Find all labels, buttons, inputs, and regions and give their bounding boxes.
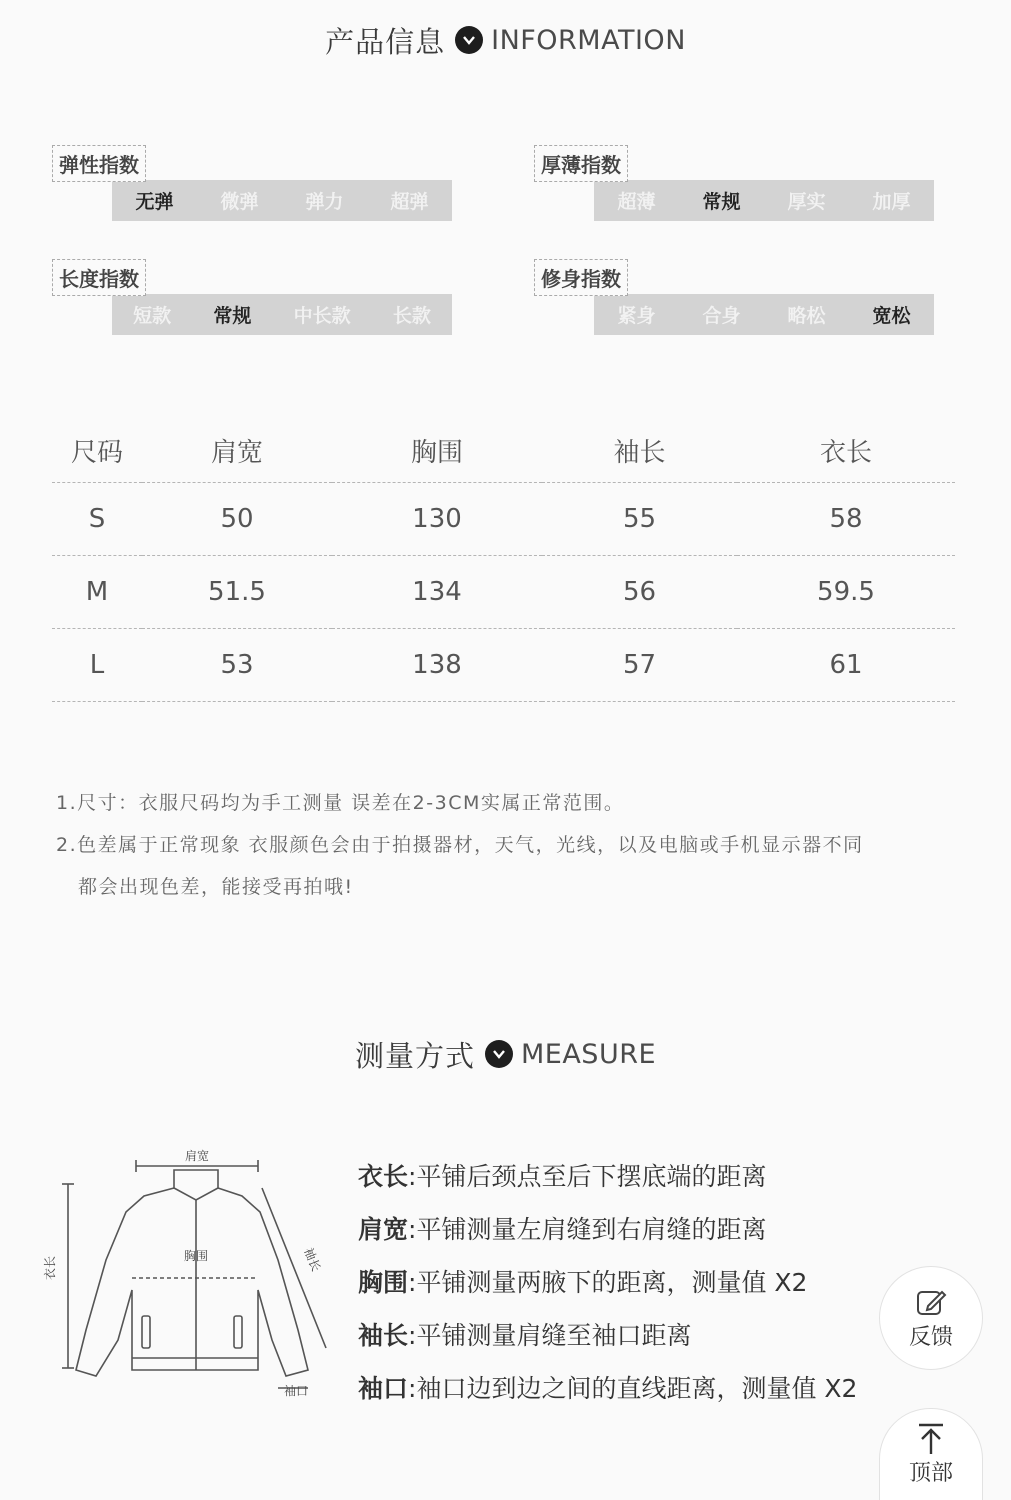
index-option: 加厚 bbox=[872, 191, 911, 213]
index-option: 微弹 bbox=[220, 191, 259, 213]
size-notes bbox=[56, 782, 864, 908]
arrow-up-icon bbox=[916, 1422, 946, 1456]
measure-section-title bbox=[0, 1036, 1011, 1072]
measure-desc: :平铺后颈点至后下摆底端的距离 bbox=[408, 1162, 767, 1191]
elasticity-index-bar bbox=[112, 180, 452, 221]
info-title-cn: 产品信息 bbox=[325, 24, 446, 59]
table-header: 胸围 bbox=[332, 418, 542, 483]
index-option: 紧身 bbox=[617, 305, 656, 327]
measure-list bbox=[358, 1150, 857, 1415]
index-option: 常规 bbox=[213, 305, 252, 327]
length-index-label: 长度指数 bbox=[52, 259, 146, 296]
table-cell: L bbox=[52, 629, 142, 702]
jacket-measure-diagram bbox=[43, 1140, 336, 1410]
index-option: 厚实 bbox=[787, 191, 826, 213]
measure-term: 袖口 bbox=[358, 1374, 409, 1403]
index-option: 长款 bbox=[392, 305, 431, 327]
sleeve-label: 袖长 bbox=[301, 1245, 324, 1274]
measure-desc: :平铺测量两腋下的距离，测量值 X2 bbox=[408, 1268, 808, 1297]
measure-item bbox=[358, 1362, 857, 1415]
table-cell: 57 bbox=[542, 629, 737, 702]
edit-icon bbox=[914, 1286, 948, 1320]
chevron-down-icon bbox=[485, 1040, 513, 1068]
index-option: 宽松 bbox=[872, 305, 911, 327]
cuff-label: 袖口 bbox=[284, 1384, 309, 1398]
measure-term: 衣长 bbox=[358, 1162, 409, 1191]
measure-term: 胸围 bbox=[358, 1268, 409, 1297]
note-line: 1.尺寸：衣服尺码均为手工测量 误差在2-3CM实属正常范围。 bbox=[56, 792, 625, 814]
shoulder-label: 肩宽 bbox=[184, 1149, 210, 1163]
table-cell: 50 bbox=[142, 483, 332, 556]
size-table bbox=[52, 418, 955, 702]
note-line: 都会出现色差，能接受再拍哦! bbox=[78, 876, 354, 898]
measure-term: 袖长 bbox=[358, 1321, 409, 1350]
table-header: 衣长 bbox=[737, 418, 955, 483]
table-cell: 134 bbox=[332, 556, 542, 629]
info-title-en: INFORMATION bbox=[491, 24, 686, 56]
table-cell: 59.5 bbox=[737, 556, 955, 629]
back-to-top-button[interactable] bbox=[879, 1408, 983, 1500]
table-cell: 53 bbox=[142, 629, 332, 702]
measure-item bbox=[358, 1203, 857, 1256]
table-cell: S bbox=[52, 483, 142, 556]
info-section-title bbox=[0, 22, 1011, 58]
fit-index-bar bbox=[594, 294, 934, 335]
measure-title-cn: 测量方式 bbox=[354, 1038, 475, 1073]
table-cell: 130 bbox=[332, 483, 542, 556]
measure-term: 肩宽 bbox=[358, 1215, 409, 1244]
index-option: 弹力 bbox=[305, 191, 344, 213]
table-row bbox=[52, 483, 955, 556]
measure-desc: :平铺测量肩缝至袖口距离 bbox=[408, 1321, 692, 1350]
thickness-index bbox=[534, 145, 934, 225]
measure-desc: :袖口边到边之间的直线距离，测量值 X2 bbox=[408, 1374, 858, 1403]
elasticity-index bbox=[52, 145, 452, 225]
table-row bbox=[52, 556, 955, 629]
table-cell: 138 bbox=[332, 629, 542, 702]
index-option: 常规 bbox=[702, 191, 741, 213]
measure-title-en: MEASURE bbox=[520, 1038, 657, 1070]
index-option: 无弹 bbox=[135, 191, 174, 213]
chevron-down-icon bbox=[455, 26, 483, 54]
table-header: 袖长 bbox=[542, 418, 737, 483]
chest-label: 胸围 bbox=[183, 1249, 209, 1263]
elasticity-index-label: 弹性指数 bbox=[52, 145, 146, 182]
measure-desc: :平铺测量左肩缝到右肩缝的距离 bbox=[408, 1215, 767, 1244]
table-row bbox=[52, 629, 955, 702]
thickness-index-label: 厚薄指数 bbox=[534, 145, 628, 182]
table-cell: 61 bbox=[737, 629, 955, 702]
table-header: 肩宽 bbox=[142, 418, 332, 483]
feedback-button[interactable] bbox=[879, 1266, 983, 1370]
table-cell: M bbox=[52, 556, 142, 629]
note-line: 2.色差属于正常现象 衣服颜色会由于拍摄器材，天气，光线，以及电脑或手机显示器不同 bbox=[56, 834, 864, 856]
index-option: 短款 bbox=[133, 305, 172, 327]
length-index bbox=[52, 259, 452, 339]
index-option: 超薄 bbox=[617, 191, 656, 213]
index-option: 超弹 bbox=[390, 191, 429, 213]
table-cell: 55 bbox=[542, 483, 737, 556]
table-cell: 58 bbox=[737, 483, 955, 556]
table-cell: 51.5 bbox=[142, 556, 332, 629]
measure-item bbox=[358, 1256, 857, 1309]
fit-index-label: 修身指数 bbox=[534, 259, 628, 296]
fit-index bbox=[534, 259, 934, 339]
feedback-label: 反馈 bbox=[908, 1324, 953, 1350]
index-option: 略松 bbox=[787, 305, 826, 327]
index-option: 中长款 bbox=[293, 305, 351, 327]
length-label: 衣长 bbox=[43, 1255, 57, 1280]
length-index-bar bbox=[112, 294, 452, 335]
table-header: 尺码 bbox=[52, 418, 142, 483]
index-option: 合身 bbox=[702, 305, 741, 327]
table-cell: 56 bbox=[542, 556, 737, 629]
measure-item bbox=[358, 1309, 857, 1362]
table-header-row bbox=[52, 418, 955, 483]
thickness-index-bar bbox=[594, 180, 934, 221]
measure-item bbox=[358, 1150, 857, 1203]
top-label: 顶部 bbox=[908, 1461, 953, 1486]
